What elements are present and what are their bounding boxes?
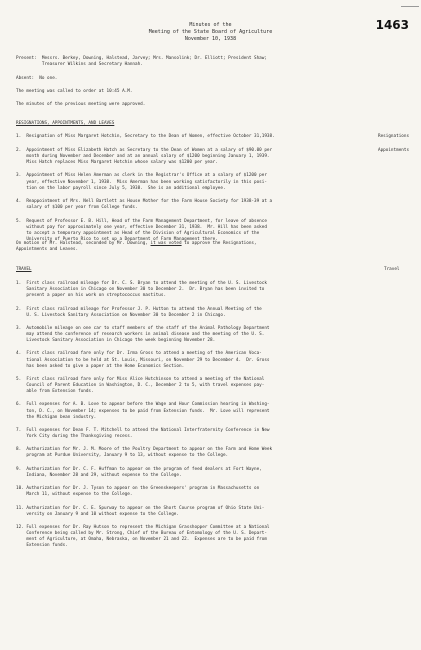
- travel-item-1-line-3: present a paper on his work on streptococcus mastitus.: [16, 293, 167, 299]
- header-date: November 10, 1938: [184, 36, 237, 42]
- travel-item-11-line-2: versity on January 9 and 10 without expense to the College.: [16, 511, 179, 517]
- margin-note-travel: Travel: [384, 267, 400, 272]
- travel-item-3-line-1: 3. Automobile mileage on one car to staff members of the staff of the Animal Pathology Department: [16, 325, 270, 331]
- travel-item-10-line-2: March 11, without expense to the College.: [16, 492, 133, 498]
- travel-item-12-line-4: Extension funds.: [16, 543, 68, 549]
- resignation-item-4-line-2: salary of $100 per year from College funds.: [16, 205, 138, 211]
- resignation-item-3-line-3: tion on the labor payroll since July 5, 1938. She is an additional employee.: [16, 185, 226, 191]
- travel-heading: TRAVEL: [16, 267, 32, 272]
- resignation-item-3-line-1: 3. Appointment of Miss Helen Amerman as clerk in the Registrar's Office at a salary of $1200 per: [16, 173, 267, 179]
- travel-item-5-line-2: Council of Parent Education in Washington, D. C., December 2 to 5, with travel expenses pay-: [16, 383, 265, 388]
- page-number: 1463: [375, 18, 409, 32]
- travel-item-7-line-2: York City during the Thanksgiving recess.: [16, 434, 133, 439]
- travel-item-3-line-3: Livestock Sanitary Association in Chicago the week beginning November 28.: [16, 338, 216, 344]
- motion-line-2: Appointments and Leaves.: [16, 247, 79, 252]
- minutes-approved: The minutes of the previous meeting were approved.: [16, 102, 146, 107]
- travel-item-6-line-2: ton, D. C., on November 14; expenses to be paid from Extension funds. Mr. Love will represent: [16, 408, 270, 414]
- travel-item-7-line-1: 7. Full expenses for Dean F. T. Mitchell to attend the National Interfraternity Conference in New: [16, 427, 270, 433]
- header-line-1: Minutes of the: [189, 22, 232, 28]
- travel-item-12-line-1: 12. Full expenses for Dr. Ray Hutson to represent the Michigan Grasshopper Committee at a National: [16, 524, 270, 530]
- travel-item-11-line-1: 11. Authorization for Dr. C. E. Spurway to appear on the Short Course program of Ohio State Uni-: [16, 505, 265, 511]
- travel-item-5-line-1: 5. First class railroad fare only for Miss Alice Hutchinson to attend a meeting of the National: [16, 376, 265, 382]
- present-line-1: Present: Messrs. Berkey, Downing, Halstead, Jarvey; Mrs. Mansolink; Dr. Elliott; President Shaw;: [16, 56, 267, 61]
- travel-item-8-line-2: program at Purdue University, January 9 to 13, without expense to the College.: [16, 453, 229, 459]
- resignation-item-2-line-3: Miss Hatch replaces Miss Margaret Hotchin whose salary was $1200 per year.: [16, 159, 218, 165]
- travel-item-3-line-2: may attend the conference of research workers in animal disease and the meeting of the U. S.: [16, 332, 265, 337]
- travel-item-2-line-1: 2. First class railroad mileage for Professor J. P. Hutton to attend the Annual Meeting of the: [16, 306, 262, 312]
- travel-item-5-line-3: able from Extension funds.: [16, 389, 94, 395]
- travel-item-2-line-2: U. S. Livestock Sanitary Association on November 30 to December 2 in Chicago.: [16, 312, 226, 318]
- travel-item-10-line-1: 10. Authorization for Dr. J. Tyson to appear on the Greenskeepers' program in Massachusetts on: [16, 486, 260, 492]
- margin-note-appointments: Appointments: [378, 148, 410, 153]
- resignation-item-4-line-1: 4. Reappointment of Mrs. Nell Bartlett as House Mother for the Farm House Society for 1938-39 at a: [16, 199, 273, 205]
- resignations-heading: RESIGNATIONS, APPOINTMENTS, AND LEAVES: [16, 121, 115, 126]
- travel-item-4-line-2: tional Association to be held at St. Louis, Missouri, on November 29 to December 4. Dr. Gross: [16, 357, 270, 363]
- travel-item-4-line-1: 4. First class railroad fare only for Dr. Irma Gross to attend a meeting of the American Voca-: [16, 351, 262, 357]
- travel-item-9-line-2: Indiana, November 28 and 29, without expense to the College.: [16, 472, 182, 478]
- resignation-item-5-line-1: 5. Request of Professor E. B. Hill, Head of the Farm Management Department, for leave of absence: [16, 218, 267, 224]
- resignation-item-2-line-1: 2. Appointment of Miss Elizabeth Hatch as Secretary to the Dean of Women at a salary of $90.00 per: [16, 147, 273, 153]
- travel-item-12-line-3: ment of Agriculture, at Omaha, Nebraska, on November 21 and 22. Expenses are to be paid from: [16, 537, 267, 543]
- travel-item-9-line-1: 9. Authorization for Dr. C. F. Huffman to appear on the program of feed dealers at Fort Wayne,: [16, 466, 262, 472]
- present-line-2: Treasurer Wilkins and Secretary Hannah.: [16, 62, 143, 67]
- travel-item-1-line-1: 1. First class railroad mileage for Dr. C. S. Bryan to attend the meeting of the U. S. Livestock: [16, 281, 267, 286]
- resignation-item-2-line-2: month during November and December and at an annual salary of $1200 beginning January 1, 1939.: [16, 153, 270, 159]
- motion-line-1: On motion of Mr. Halstead, seconded by Mr. Downing, it was voted to approve the Resignations,: [16, 241, 257, 246]
- resignation-item-5-line-2: without pay for approximately one year, effective December 31, 1938. Mr. Hill has been asked: [16, 225, 267, 230]
- travel-item-1-line-2: Sanitary Association in Chicago on November 30 to December 2. Dr. Bryan has been invited to: [16, 287, 265, 293]
- travel-item-6-line-3: the Michigan bean industry.: [16, 414, 97, 420]
- travel-item-6-line-1: 6. Full expenses for A. B. Love to appear before the Wage and Hour Commission hearing in Washing-: [16, 402, 270, 408]
- travel-item-8-line-1: 8. Authorization for Mr. J. M. Moore of the Poultry Department to appear on the Farm and Home Week: [16, 447, 273, 453]
- resignation-item-3-line-2: year, effective November 1, 1938. Miss Amerman has been working satisfactorily in this posi-: [16, 179, 267, 185]
- resignation-item-5-line-4: University of Puerto Rico to set up a Department of Farm Management there.: [16, 237, 218, 243]
- corner-mark: [401, 6, 419, 17]
- resignation-item-1-line-1: 1. Resignation of Miss Margaret Hotchin, Secretary to the Dean of Women, effective October 31,1938.: [16, 134, 275, 139]
- travel-item-12-line-2: Conference being called by Mr. Strong, Chief of the Bureau of Entomology of the U. S. Depart-: [16, 531, 267, 536]
- called-to-order: The meeting was called to order at 10:45 A.M.: [16, 89, 133, 94]
- travel-item-4-line-3: has been asked to give a paper at the Home Economics Section.: [16, 363, 185, 369]
- margin-note-resignations: Resignations: [378, 134, 410, 139]
- resignation-item-5-line-3: to accept a temporary appointment as Head of the Division of Agricultural Economics of the: [16, 231, 260, 237]
- header-line-2: Meeting of the State Board of Agriculture: [148, 29, 273, 35]
- absent-line: Absent: No one.: [16, 76, 58, 81]
